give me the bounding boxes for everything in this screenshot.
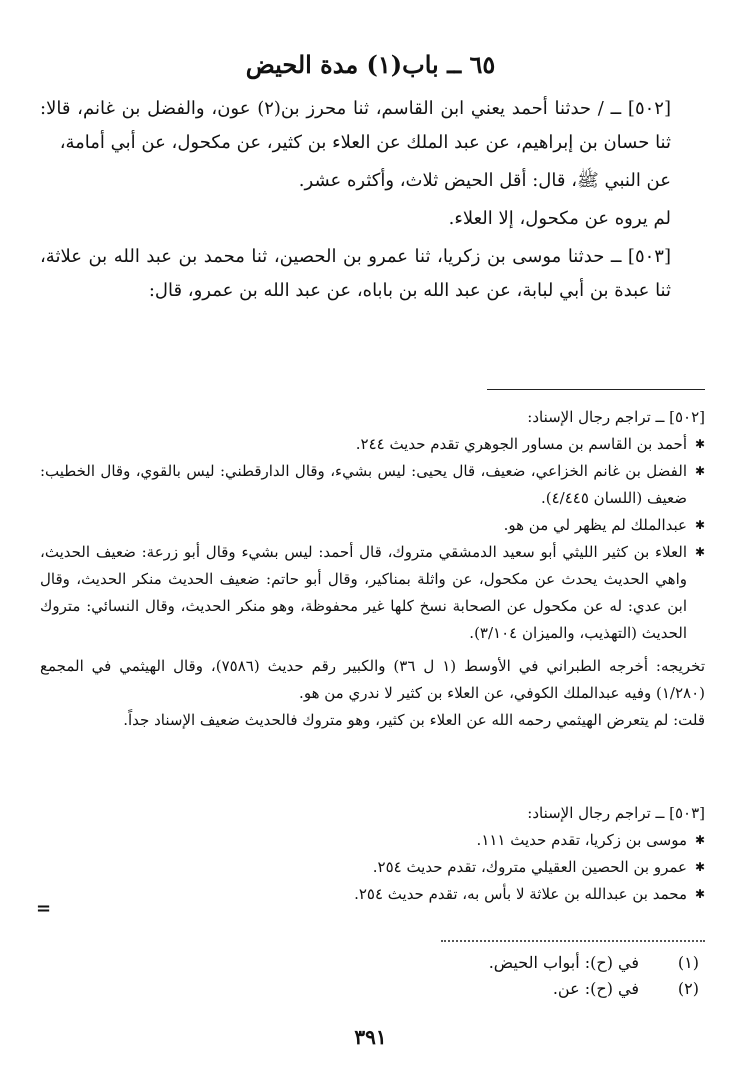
qultu-note: قلت: لم يتعرض الهيثمي رحمه الله عن العلاء بن كثير، وهو متروك فالحديث ضعيف الإسناد جداً. <box>123 711 705 729</box>
separator-line <box>487 389 705 390</box>
narrator-note: ✱ موسى بن زكريا، تقدم حديث ١١١. <box>40 827 705 854</box>
footnote <box>40 950 699 976</box>
footnote-text: في (ح): عن. <box>552 979 639 998</box>
notes-502 <box>40 404 705 734</box>
notes-502-heading: [٥٠٢] ــ تراجم رجال الإسناد: <box>527 408 705 426</box>
hadith-503-isnad: [٥٠٣] ــ حدثنا موسى بن زكريا، ثنا عمرو بن الحصين، ثنا محمد بن عبد الله بن علاثة، ثنا عبدة بن أبي لبابة، عن عبد الله بن باباه، عن عبد الله بن عمرو، قال: <box>40 246 671 301</box>
hadith-502-matn: عن النبي ﷺ، قال: أقل الحيض ثلاث، وأكثره عشر. <box>298 170 671 191</box>
continuation-mark: = <box>36 898 52 919</box>
narrator-note: ✱ أحمد بن القاسم بن مساور الجوهري تقدم حديث ٢٤٤. <box>40 431 705 458</box>
footnote-separator <box>441 940 705 942</box>
main-text <box>40 92 705 308</box>
narrator-note: ✱ عمرو بن الحصين العقيلي متروك، تقدم حديث ٢٥٤. <box>40 854 705 881</box>
footnotes <box>40 950 699 1002</box>
hadith-502-isnad: [٥٠٢] ــ / حدثنا أحمد يعني ابن القاسم، ثنا محرز بن(٢) عون، والفضل بن غانم، قالا: ثنا حسان بن إبراهيم، عن عبد الملك عن العلاء بن كثير، عن مكحول، عن أبي أمامة، <box>40 98 671 153</box>
footnote <box>40 976 699 1002</box>
narrator-note: ✱ العلاء بن كثير الليثي أبو سعيد الدمشقي متروك، قال أحمد: ليس بشيء وقال أبو زرعة: ضعيف الحديث، واهي الحديث يحدث عن مكحول، عن واثلة بمناكير، وقال أبو حاتم: ضعيف الحديث منكر الحديث، وقال ابن عدي: له عن مكحول عن الصحابة نسخ كلها غير محفوظة، وهو منكر الحديث، وقال النسائي: متروك الحديث (التهذيب، والميزان ٣/١٠٤). <box>40 539 705 647</box>
footnote-number: (١) <box>677 953 699 972</box>
page-number: ٣٩١ <box>354 1025 387 1049</box>
footnote-text: في (ح): أبواب الحيض. <box>488 953 639 972</box>
chapter-title: ٦٥ ــ باب(١) مدة الحيض <box>245 50 496 79</box>
narrator-note: ✱ الفضل بن غانم الخزاعي، ضعيف، قال يحيى: ليس بشيء، وقال الدارقطني: ليس بالقوي، وقال الخطيب: ضعيف (اللسان ٤/٤٤٥). <box>40 458 705 512</box>
footnote-number: (٢) <box>677 979 699 998</box>
narrator-note: ✱ محمد بن عبدالله بن علاثة لا بأس به، تقدم حديث ٢٥٤. <box>40 881 705 908</box>
notes-503 <box>40 800 705 908</box>
narrator-note: ✱ عبدالملك لم يظهر لي من هو. <box>40 512 705 539</box>
hadith-502-comment: لم يروه عن مكحول، إلا العلاء. <box>448 208 671 229</box>
notes-503-heading: [٥٠٣] ــ تراجم رجال الإسناد: <box>527 804 705 822</box>
takhrij-note: تخريجه: أخرجه الطبراني في الأوسط (١ ل ٣٦) والكبير رقم حديث (٧٥٨٦)، وقال الهيثمي في المجمع (١/٢٨٠) وفيه عبدالملك الكوفي، عن العلاء بن كثير لا ندري من هو. <box>40 657 705 702</box>
